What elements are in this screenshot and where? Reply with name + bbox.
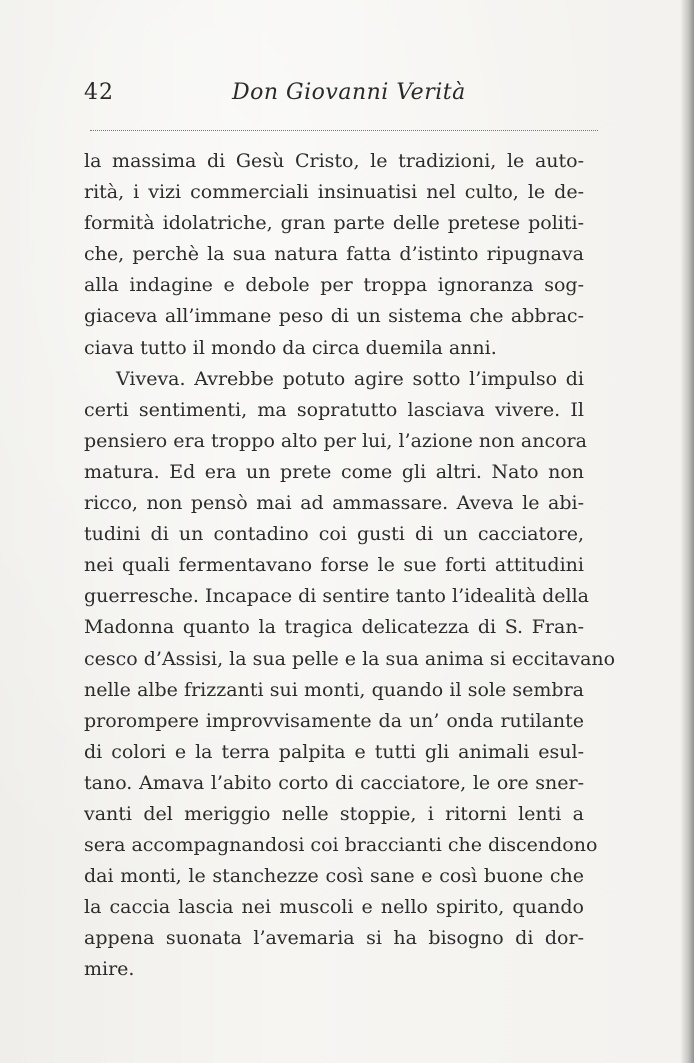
text-line: Madonna quanto la tragica delicatezza di S. Fran- <box>84 616 584 639</box>
text-line: dai monti, le stanchezze così sane e così buone che <box>84 865 584 888</box>
text-line: guerresche. Incapace di sentire tanto l’idealità della <box>84 585 590 608</box>
text-line: cesco d’Assisi, la sua pelle e la sua anima si eccitavano <box>84 647 616 670</box>
text-line: di colori e la terra palpita e tutti gli animali esul- <box>84 740 584 763</box>
text-line: nei quali fermentavano forse le sue forti attitudini <box>84 554 584 577</box>
text-line: alla indagine e debole per troppa ignoranza sog- <box>84 274 584 297</box>
text-line: tudini di un contadino coi gusti di un cacciatore, <box>84 523 584 546</box>
text-line: nelle albe frizzanti sui monti, quando il sole sembra <box>84 678 584 701</box>
text-line: mire. <box>84 958 135 981</box>
text-line: ciava tutto il mondo da circa duemila anni. <box>84 336 497 359</box>
text-line: che, perchè la sua natura fatta d’istinto ripugnava <box>84 243 584 266</box>
text-line: certi sentimenti, ma sopratutto lasciava vivere. Il <box>84 398 584 421</box>
body-text <box>84 146 616 986</box>
running-title: Don Giovanni Verità <box>232 80 466 105</box>
text-line: giaceva all’immane peso di un sistema che abbrac- <box>84 305 584 328</box>
text-line: sera accompagnandosi coi braccianti che discendono <box>84 834 598 857</box>
text-line: la massima di Gesù Cristo, le tradizioni, le auto- <box>84 150 584 172</box>
page-edge-shadow <box>680 0 694 1063</box>
text-line: prorompere improvvisamente da un’ onda rutilante <box>84 709 584 732</box>
text-line: formità idolatriche, gran parte delle pretese politi- <box>84 212 584 235</box>
page-number: 42 <box>84 80 114 105</box>
text-line: matura. Ed era un prete come gli altri. Nato non <box>84 460 584 483</box>
text-line: ricco, non pensò mai ad ammassare. Aveva le abi- <box>84 492 584 515</box>
text-line: rità, i vizi commerciali insinuatisi nel culto, le de- <box>84 181 584 204</box>
page-header <box>84 80 594 114</box>
text-line: pensiero era troppo alto per lui, l’azione non ancora <box>84 429 587 452</box>
text-line: Viveva. Avrebbe potuto agire sotto l’impulso di <box>116 367 584 390</box>
text-line: appena suonata l’avemaria si ha bisogno di dor- <box>84 927 584 950</box>
text-line: tano. Amava l’abito corto di cacciatore, le ore sner- <box>84 771 584 794</box>
text-line: la caccia lascia nei muscoli e nello spirito, quando <box>84 896 584 919</box>
header-rule <box>90 130 598 131</box>
text-line: vanti del meriggio nelle stoppie, i ritorni lenti a <box>84 802 584 825</box>
